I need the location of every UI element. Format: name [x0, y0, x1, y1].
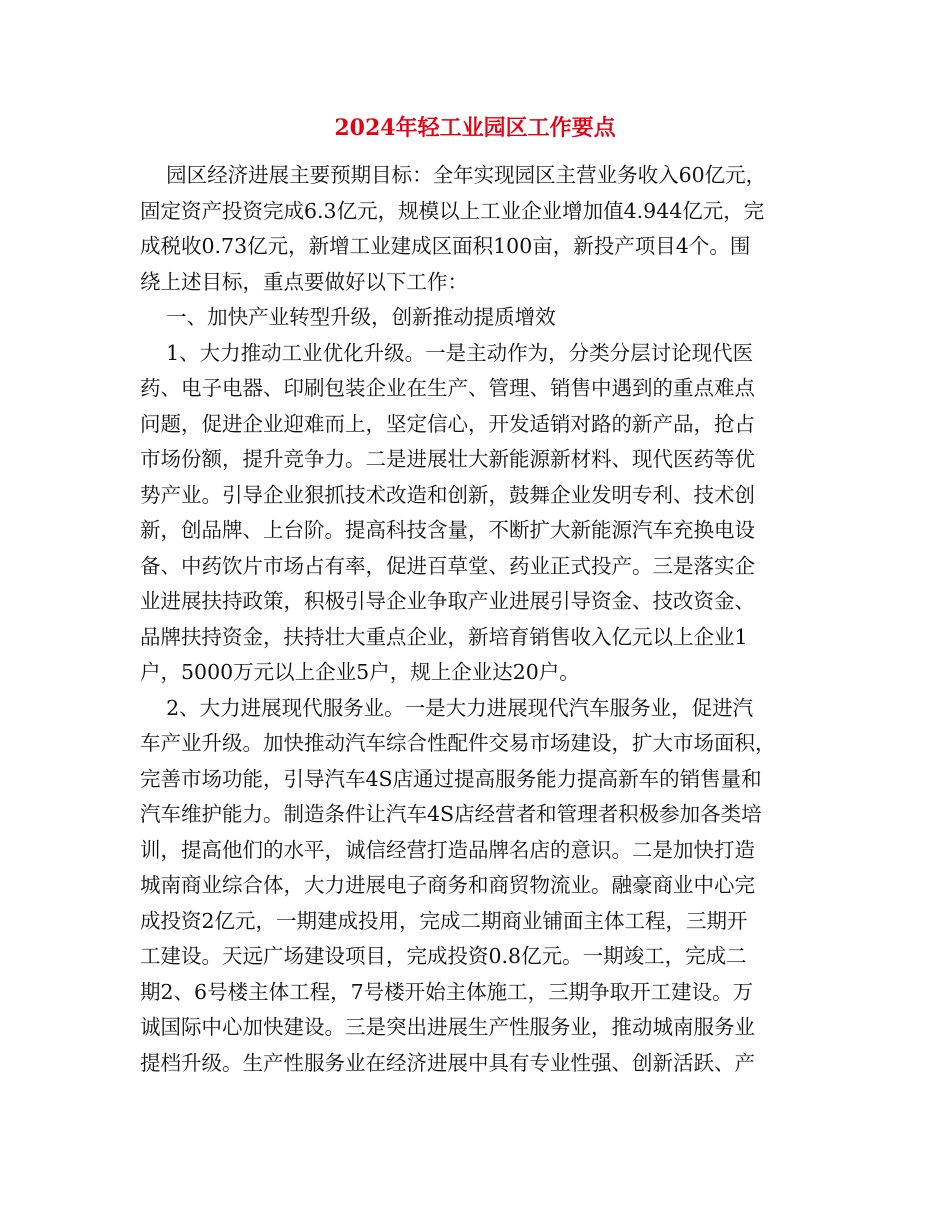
body-line: 一、加快产业转型升级，创新推动提质增效	[140, 305, 556, 329]
body-line: 城南商业综合体，大力进展电子商务和商贸物流业。融豪商业中心完	[140, 873, 755, 897]
body-line: 诚国际中心加快建设。三是突出进展生产性服务业，推动城南服务业	[140, 1015, 755, 1039]
body-line: 训，提高他们的水平，诚信经营打造品牌名店的意识。二是加快打造	[140, 837, 755, 862]
body-line: 药、电子电器、印刷包装企业在生产、管理、销售中遇到的重点难点	[140, 376, 755, 400]
body-line: 提档升级。生产性服务业在经济进展中具有专业性强、创新活跃、产	[140, 1050, 755, 1075]
body-line: 车产业升级。加快推动汽车综合性配件交易市场建设，扩大市场面积，	[140, 731, 776, 755]
body-line: 市场份额，提升竞争力。二是进展壮大新能源新材料、现代医药等优	[140, 447, 755, 471]
body-line: 业进展扶持政策，积极引导企业争取产业进展引导资金、技改资金、	[140, 589, 755, 613]
body-line: 完善市场功能，引导汽车4S店通过提高服务能力提高新车的销售量和	[140, 766, 762, 791]
body-line: 品牌扶持资金，扶持壮大重点企业，新培育销售收入亿元以上企业1	[140, 624, 748, 649]
body-line: 期2、6号楼主体工程，7号楼开始主体施工，三期争取开工建设。万	[140, 979, 754, 1004]
body-line: 绕上述目标，重点要做好以下工作：	[140, 269, 468, 294]
body-line: 工建设。天远广场建设项目，完成投资0.8亿元。一期竣工，完成二	[140, 944, 747, 968]
body-line: 问题，促进企业迎难而上，坚定信心，开发适销对路的新产品，抢占	[140, 411, 755, 436]
body-line: 2、大力进展现代服务业。一是大力进展现代汽车服务业，促进汽	[140, 695, 754, 720]
body-line: 1、大力推动工业优化升级。一是主动作为，分类分层讨论现代医	[140, 340, 754, 365]
body-line: 园区经济进展主要预期目标：全年实现园区主营业务收入60亿元，	[140, 163, 767, 187]
document-title: 2024年轻工业园区工作要点	[334, 115, 616, 141]
body-line: 备、中药饮片市场占有率，促进百草堂、药业正式投产。三是落实企	[140, 553, 755, 578]
body-line: 汽车维护能力。制造条件让汽车4S店经营者和管理者积极参加各类培	[140, 802, 762, 826]
body-line: 成税收0.73亿元，新增工业建成区面积100亩，新投产项目4个。围	[140, 234, 751, 258]
body-line: 成投资2亿元，一期建成投用，完成二期商业铺面主体工程，三期开	[140, 908, 748, 933]
body-line: 固定资产投资完成6.3亿元，规模以上工业企业增加值4.944亿元，完	[140, 198, 765, 223]
document-body	[140, 158, 820, 1081]
body-line: 户，5000万元以上企业5户，规上企业达20户。	[140, 660, 580, 684]
body-line: 势产业。引导企业狠抓技术改造和创新，鼓舞企业发明专利、技术创	[140, 482, 755, 507]
body-line: 新，创品牌、上台阶。提高科技含量，不断扩大新能源汽车充换电设	[140, 518, 755, 542]
